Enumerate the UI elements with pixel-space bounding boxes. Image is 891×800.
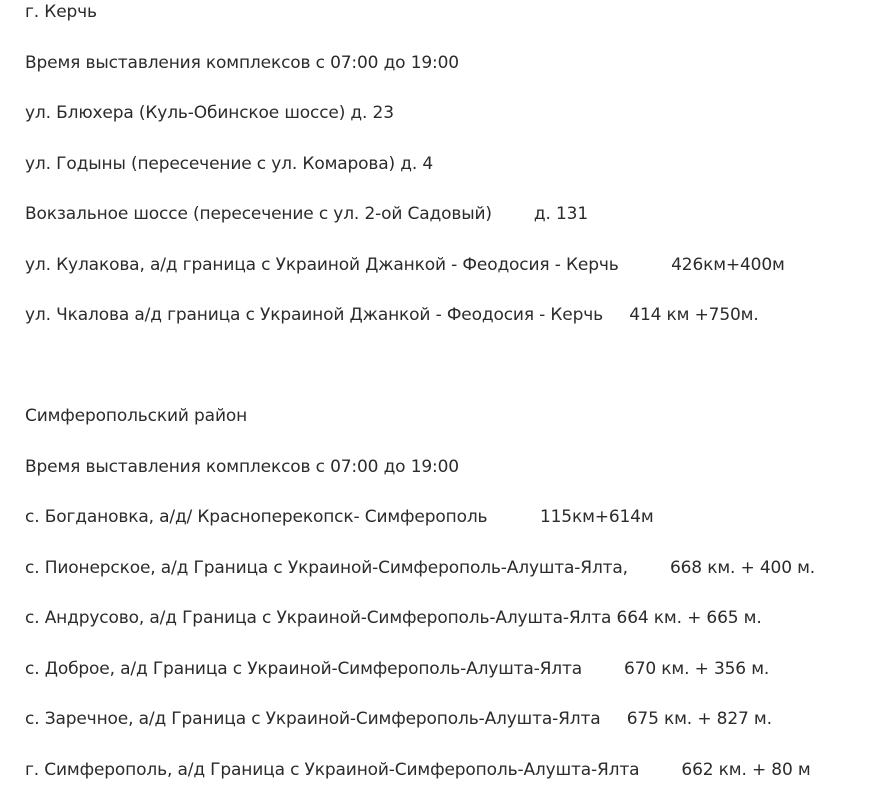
list-item: с. Заречное, а/д Граница с Украиной-Симферополь-Алушта-Ялта 675 км. + 827 м. [25,709,772,729]
section-hours-simferopol-district: Время выставления комплексов с 07:00 до 19:00 [25,457,459,477]
list-item: ул. Блюхера (Куль-Обинское шоссе) д. 23 [25,103,394,123]
list-item: ул. Чкалова а/д граница с Украиной Джанкой - Феодосия - Керчь 414 км +750м. [25,305,759,325]
list-item: ул. Годыны (пересечение с ул. Комарова) д. 4 [25,154,434,174]
list-item: с. Пионерское, а/д Граница с Украиной-Симферополь-Алушта-Ялта, 668 км. + 400 м. [25,558,816,578]
section-heading-kerch: г. Керчь [25,2,97,22]
list-item: с. Доброе, а/д Граница с Украиной-Симферополь-Алушта-Ялта 670 км. + 356 м. [25,659,770,679]
list-item: Вокзальное шоссе (пересечение с ул. 2-ой Садовый) д. 131 [25,204,588,224]
section-hours-kerch: Время выставления комплексов с 07:00 до 19:00 [25,53,459,73]
list-item: г. Симферополь, а/д Граница с Украиной-Симферополь-Алушта-Ялта 662 км. + 80 м [25,760,811,780]
list-item: ул. Кулакова, а/д граница с Украиной Джанкой - Феодосия - Керчь 426км+400м [25,255,785,275]
list-item: с. Богдановка, а/д/ Красноперекопск- Симферополь 115км+614м [25,507,654,527]
list-item: с. Андрусово, а/д Граница с Украиной-Симферополь-Алушта-Ялта 664 км. + 665 м. [25,608,762,628]
section-heading-simferopol-district: Симферопольский район [25,406,248,426]
